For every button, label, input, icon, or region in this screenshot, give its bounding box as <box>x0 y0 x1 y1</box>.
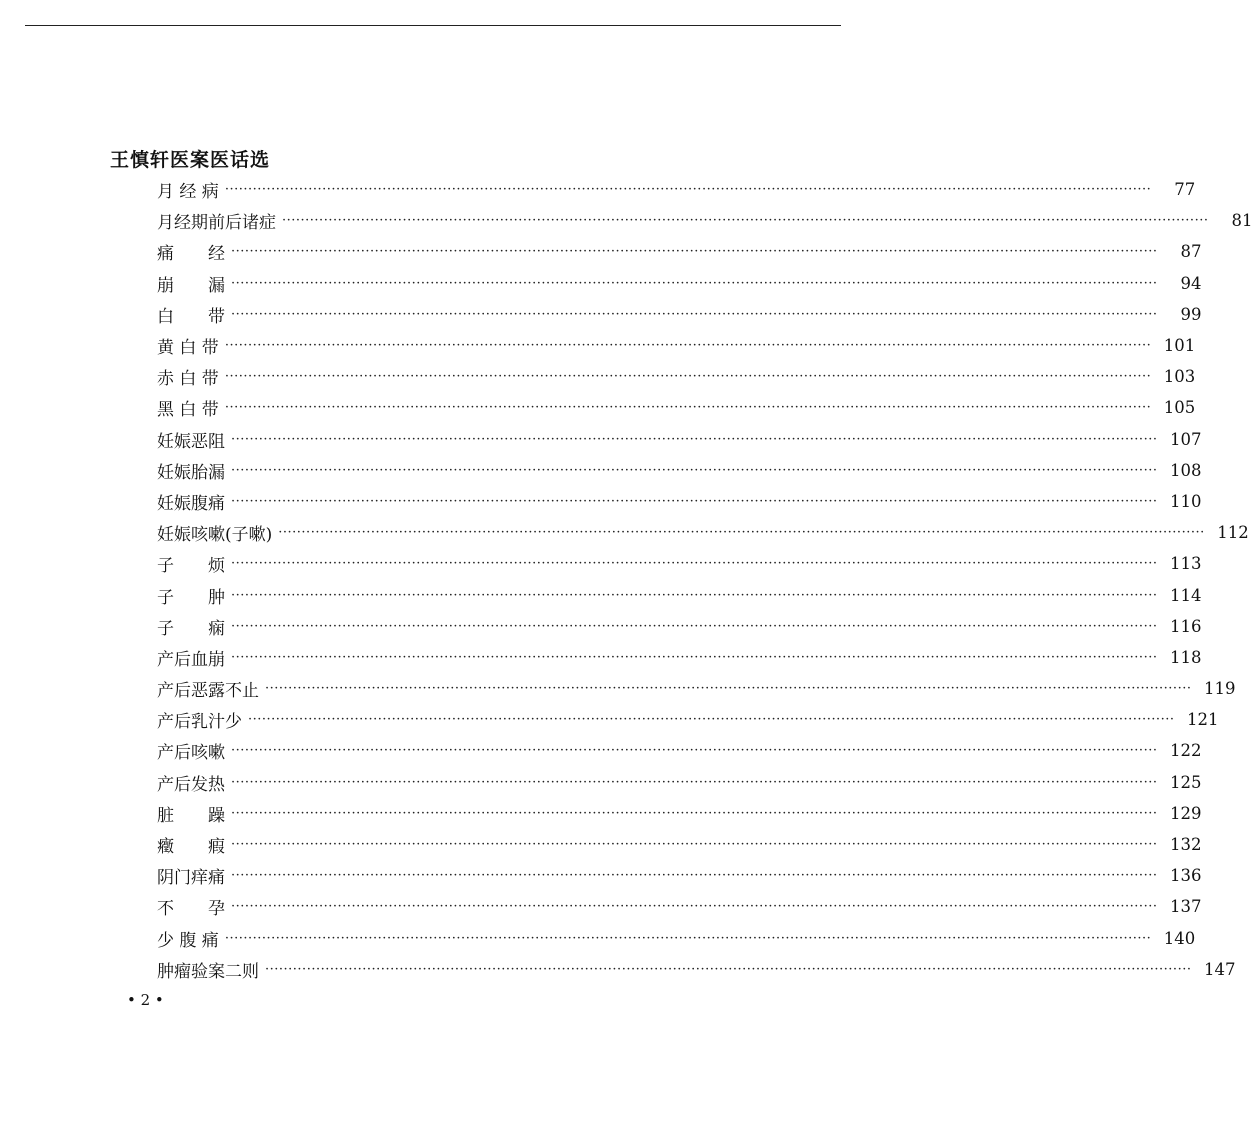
toc-entry-page: 122 <box>1169 741 1202 761</box>
toc-entry-title: 崩 漏 <box>157 275 225 296</box>
toc-entry-page: 147 <box>1203 959 1236 979</box>
toc-entry-page: 125 <box>1169 772 1202 792</box>
toc-entry[interactable] <box>157 579 1202 610</box>
toc-entry-page: 87 <box>1180 242 1202 262</box>
toc-entry[interactable] <box>157 829 1202 860</box>
toc-entry-page: 105 <box>1163 398 1196 418</box>
toc-entry-page: 140 <box>1163 928 1196 948</box>
dot-leader: ········································································································································································································ <box>224 182 1152 198</box>
toc-entry-title: 产后恶露不止 <box>157 681 259 702</box>
toc-entry[interactable] <box>157 361 1196 392</box>
toc-entry[interactable] <box>157 268 1202 299</box>
toc-entry[interactable] <box>157 611 1202 642</box>
toc-entry-page: 81 <box>1231 211 1252 231</box>
dot-leader: ········································································································································································································ <box>231 868 1158 884</box>
toc-entry-title: 黑 白 带 <box>157 400 219 421</box>
toc-entry-title: 妊娠胎漏 <box>157 462 225 483</box>
toc-entry[interactable] <box>157 392 1196 423</box>
dot-leader: ········································································································································································································ <box>265 681 1192 697</box>
toc-entry-page: 116 <box>1169 616 1202 636</box>
toc-entry-title: 子 痫 <box>157 618 225 639</box>
dot-leader: ········································································································································································································ <box>224 400 1152 416</box>
toc-entry[interactable] <box>157 174 1196 205</box>
toc-entry-title: 子 烦 <box>157 556 225 577</box>
toc-entry-title: 月 经 病 <box>157 182 219 203</box>
toc-entry[interactable] <box>157 455 1202 486</box>
toc-entry-page: 132 <box>1169 835 1202 855</box>
dot-leader: ········································································································································································································ <box>231 431 1158 447</box>
toc-entry-page: 114 <box>1169 585 1202 605</box>
dot-leader: ········································································································································································································ <box>224 338 1152 354</box>
toc-entry-page: 137 <box>1169 897 1202 917</box>
toc-entry-page: 118 <box>1169 647 1202 667</box>
dot-leader: ········································································································································································································ <box>282 213 1209 229</box>
toc-entry-title: 产后乳汁少 <box>157 712 242 733</box>
toc-entry-title: 不 孕 <box>157 899 225 920</box>
toc-entry[interactable] <box>157 735 1202 766</box>
dot-leader: ········································································································································································································ <box>231 805 1158 821</box>
toc-entry-title: 月经期前后诸症 <box>157 213 276 234</box>
dot-leader: ········································································································································································································ <box>224 930 1152 946</box>
section-title: 王慎轩医案医话选 <box>110 149 271 171</box>
toc-entry[interactable] <box>157 923 1196 954</box>
dot-leader: ········································································································································································································ <box>231 618 1158 634</box>
page-number: • 2 • <box>127 991 164 1009</box>
toc-entry[interactable] <box>157 424 1202 455</box>
toc-entry-page: 77 <box>1174 180 1196 200</box>
toc-list <box>157 174 1252 985</box>
toc-entry[interactable] <box>157 954 1236 985</box>
dot-leader: ········································································································································································································ <box>278 525 1205 541</box>
toc-entry-title: 妊娠腹痛 <box>157 493 225 514</box>
toc-entry-title: 子 肿 <box>157 587 225 608</box>
toc-entry-page: 129 <box>1169 803 1202 823</box>
toc-entry[interactable] <box>157 798 1202 829</box>
dot-leader: ········································································································································································································ <box>231 899 1158 915</box>
toc-entry-page: 108 <box>1169 460 1202 480</box>
toc-entry-page: 101 <box>1163 336 1196 356</box>
toc-entry-title: 妊娠咳嗽(子嗽) <box>157 525 273 546</box>
toc-entry[interactable] <box>157 517 1249 548</box>
toc-entry-page: 99 <box>1180 304 1202 324</box>
toc-entry-page: 121 <box>1186 710 1219 730</box>
toc-entry[interactable] <box>157 486 1202 517</box>
toc-entry-title: 痛 经 <box>157 244 225 265</box>
dot-leader: ········································································································································································································ <box>231 493 1158 509</box>
toc-entry-title: 癥 瘕 <box>157 837 225 858</box>
toc-entry-title: 少 腹 痛 <box>157 930 219 951</box>
toc-entry-page: 119 <box>1203 679 1236 699</box>
toc-entry[interactable] <box>157 673 1236 704</box>
toc-entry-page: 113 <box>1169 554 1202 574</box>
toc-entry[interactable] <box>157 299 1202 330</box>
toc-entry[interactable] <box>157 860 1202 891</box>
toc-entry[interactable] <box>157 330 1196 361</box>
toc-entry-page: 103 <box>1163 367 1196 387</box>
dot-leader: ········································································································································································································ <box>231 556 1158 572</box>
dot-leader: ········································································································································································································ <box>231 275 1158 291</box>
toc-entry[interactable] <box>157 205 1252 236</box>
toc-entry[interactable] <box>157 891 1202 922</box>
toc-entry[interactable] <box>157 704 1219 735</box>
toc-entry-title: 脏 躁 <box>157 805 225 826</box>
toc-entry-title: 产后发热 <box>157 774 225 795</box>
toc-entry-title: 肿瘤验案二则 <box>157 961 259 982</box>
toc-entry[interactable] <box>157 642 1202 673</box>
dot-leader: ········································································································································································································ <box>231 587 1158 603</box>
toc-entry[interactable] <box>157 548 1202 579</box>
toc-entry-title: 产后血崩 <box>157 649 225 670</box>
dot-leader: ········································································································································································································ <box>265 961 1192 977</box>
toc-entry-page: 107 <box>1169 429 1202 449</box>
top-rule <box>25 25 841 26</box>
toc-entry-title: 白 带 <box>157 306 225 327</box>
toc-entry-page: 110 <box>1169 491 1202 511</box>
dot-leader: ········································································································································································································ <box>231 244 1158 260</box>
toc-entry-title: 妊娠恶阻 <box>157 431 225 452</box>
toc-entry-page: 112 <box>1217 523 1249 543</box>
toc-entry-title: 阴门痒痛 <box>157 868 225 889</box>
dot-leader: ········································································································································································································ <box>231 306 1158 322</box>
toc-entry-title: 黄 白 带 <box>157 338 219 359</box>
dot-leader: ········································································································································································································ <box>231 649 1158 665</box>
toc-entry-page: 94 <box>1180 273 1202 293</box>
dot-leader: ········································································································································································································ <box>224 369 1152 385</box>
toc-entry-title: 赤 白 带 <box>157 369 219 390</box>
dot-leader: ········································································································································································································ <box>231 462 1158 478</box>
toc-entry-title: 产后咳嗽 <box>157 743 225 764</box>
dot-leader: ········································································································································································································ <box>231 743 1158 759</box>
dot-leader: ········································································································································································································ <box>248 712 1175 728</box>
toc-entry-page: 136 <box>1169 866 1202 886</box>
dot-leader: ········································································································································································································ <box>231 774 1158 790</box>
dot-leader: ········································································································································································································ <box>231 837 1158 853</box>
toc-entry[interactable] <box>157 236 1202 267</box>
toc-entry[interactable] <box>157 767 1202 798</box>
